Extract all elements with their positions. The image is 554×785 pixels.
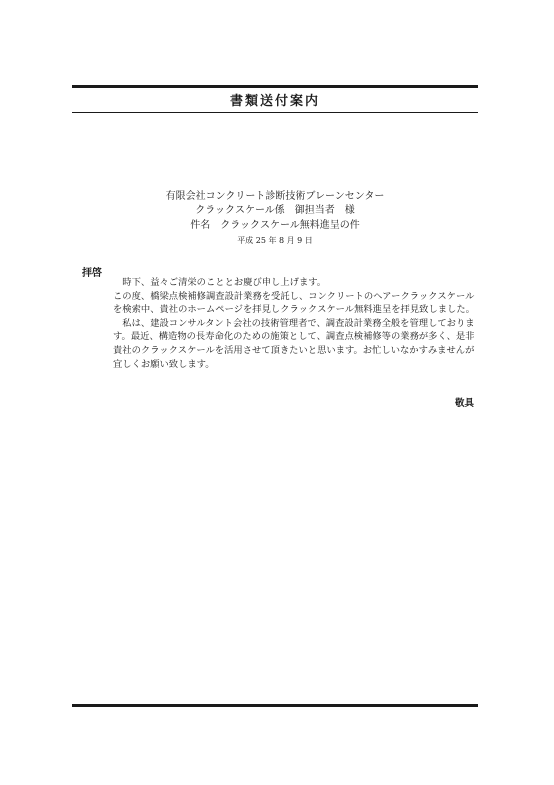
greeting: 拝啓	[82, 268, 102, 279]
recipient-company: 有限会社コンクリート診断技術ブレーンセンター	[165, 191, 385, 202]
subject-line: 件名 クラックスケール無料進呈の件	[190, 220, 360, 231]
letter-body	[113, 276, 479, 371]
recipient-department: クラックスケール係 御担当者 様	[195, 205, 355, 216]
body-paragraph: 時下、益々ご清栄のこととお慶び申し上げます。	[122, 277, 327, 288]
title-bottom-rule	[72, 112, 478, 113]
title-top-rule	[72, 85, 478, 88]
body-paragraph: 私は、建設コンサルタント会社の技術管理者で、調査設計業務全般を管理しております。最近、構造物の長寿命化のための施策として、調査点検補修等の業務が多く、是非貴社のクラックスケールを活用させて頂きたいと思います。お忙しいなかすみませんが宜しくお願い致します。	[113, 317, 475, 370]
document-title: 書類送付案内	[229, 94, 320, 109]
document-date: 平成 25 年 8 月 9 日	[237, 236, 313, 245]
body-paragraph: この度、橋梁点検補修調査設計業務を受託し、コンクリートのヘアークラックスケールを検索中、貴社のホームページを拝見しクラックスケール無料進呈を拝見致しました。	[113, 290, 475, 316]
footer-rule	[72, 704, 478, 707]
closing: 敬具	[454, 398, 474, 409]
